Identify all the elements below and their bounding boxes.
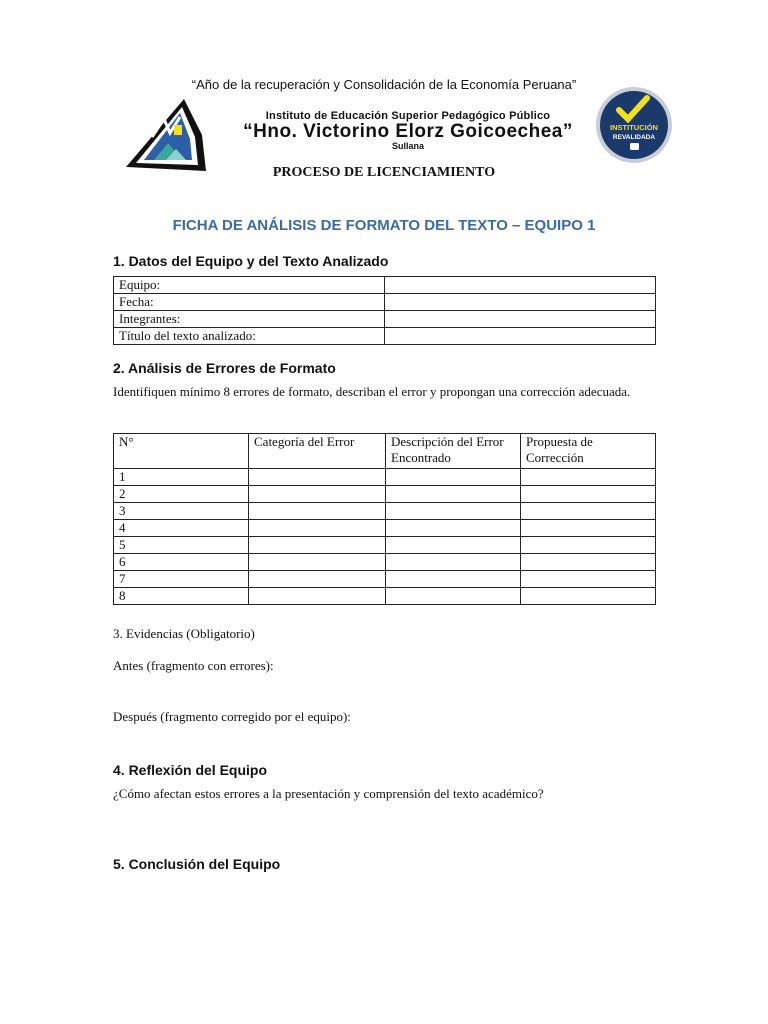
table-row: [114, 294, 656, 311]
row-number: 7: [114, 571, 249, 588]
table-row: [114, 277, 656, 294]
revalidated-badge-icon: [595, 86, 673, 164]
process-title: PROCESO DE LICENCIAMIENTO: [272, 165, 496, 180]
institute-city: Sullana: [391, 141, 424, 151]
table-row: [114, 537, 656, 554]
document-title: FICHA DE ANÁLISIS DE FORMATO DEL TEXTO – EQUIPO 1: [172, 217, 596, 234]
table-row: [114, 588, 656, 605]
row-number: 6: [114, 554, 249, 571]
section3-heading: 3. Evidencias (Obligatorio): [113, 626, 255, 641]
reflection-question: ¿Cómo afectan estos errores a la presentación y comprensión del texto académico?: [113, 786, 544, 801]
evidence-after-label: Después (fragmento corregido por el equipo):: [113, 709, 351, 724]
table-row: [114, 486, 656, 503]
table-row: [114, 311, 656, 328]
row-number: 5: [114, 537, 249, 554]
row-value[interactable]: [385, 311, 656, 328]
section1-heading: 1. Datos del Equipo y del Texto Analizado: [113, 253, 389, 269]
column-header: Categoría del Error: [249, 434, 386, 469]
team-data-table: [113, 276, 656, 345]
row-number: 2: [114, 486, 249, 503]
row-number: 8: [114, 588, 249, 605]
row-value[interactable]: [385, 277, 656, 294]
column-header: N°: [114, 434, 249, 469]
table-row: [114, 554, 656, 571]
evidence-before-label: Antes (fragmento con errores):: [113, 658, 274, 673]
institute-title: “Hno. Victorino Elorz Goicoechea”: [243, 121, 573, 142]
row-value[interactable]: [385, 328, 656, 345]
row-label: Título del texto analizado:: [114, 328, 385, 345]
section5-heading: 5. Conclusión del Equipo: [113, 856, 281, 872]
header-motto: “Año de la recuperación y Consolidación de la Economía Peruana”: [191, 77, 577, 92]
row-label: Integrantes:: [114, 311, 385, 328]
table-row: [114, 469, 656, 486]
table-row: [114, 328, 656, 345]
table-row: [114, 503, 656, 520]
row-value[interactable]: [385, 294, 656, 311]
column-header: Descripción del Error Encontrado: [386, 434, 521, 469]
row-number: 3: [114, 503, 249, 520]
row-label: Fecha:: [114, 294, 385, 311]
section4-heading: 4. Reflexión del Equipo: [113, 762, 268, 778]
row-number: 1: [114, 469, 249, 486]
table-row: [114, 571, 656, 588]
table-row: [114, 520, 656, 537]
institute-logo-icon: [124, 97, 208, 173]
institute-type: Instituto de Educación Superior Pedagógico Público: [265, 110, 551, 122]
institute-name: [232, 110, 584, 151]
section2-instruction: Identifiquen mínimo 8 errores de formato, describan el error y propongan una corrección adecuada.: [113, 384, 631, 399]
column-header: Propuesta de Corrección: [521, 434, 656, 469]
section2-heading: 2. Análisis de Errores de Formato: [113, 360, 336, 376]
format-errors-table: [113, 433, 656, 605]
table-header-row: [114, 434, 656, 469]
badge-line2: REVALIDADA: [612, 134, 656, 141]
row-label: Equipo:: [114, 277, 385, 294]
row-number: 4: [114, 520, 249, 537]
badge-line1: INSTITUCIÓN: [610, 123, 658, 132]
